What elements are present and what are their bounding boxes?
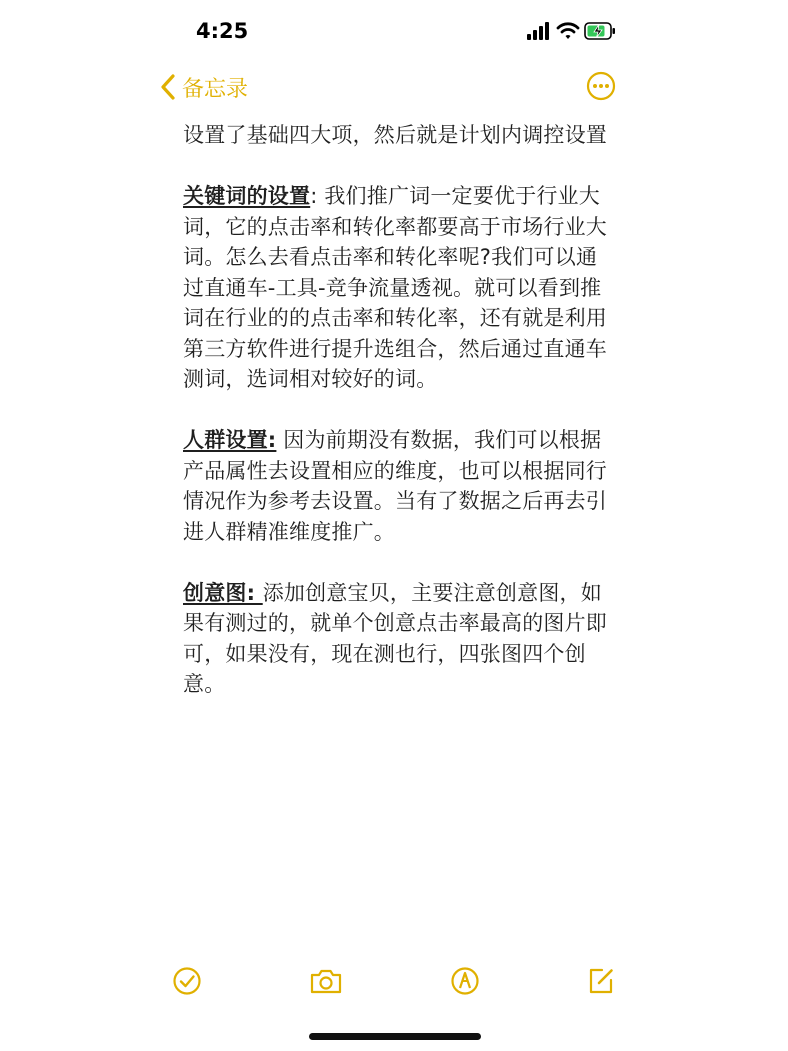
section-body-keyword: : 我们推广词一定要优于行业大词，它的点击率和转化率都要高于市场行业大词。怎么去看点击率和转化率呢?我们可以通过直通车-工具-竞争流量透视。就可以看到推词在行业的的点击率和转化率，还有就是利用第三方软件进行提升选组合，然后通过直通车测词，选词相对较好的词。 [183, 184, 607, 391]
section-body-audience: 因为前期没有数据，我们可以根据产品属性去设置相应的维度，也可以根据同行情况作为参考去设置。当有了数据之后再去引进人群精准维度推广。 [183, 428, 607, 544]
section-body-creative: 添加创意宝贝，主要注意创意图，如果有测过的，就单个创意点击率最高的图片即可，如果没有，现在测也行，四张图四个创意。 [183, 580, 607, 696]
camera-icon[interactable] [309, 966, 343, 996]
compose-icon[interactable] [586, 966, 616, 996]
section-heading-audience: 人群设置: [183, 428, 277, 452]
home-indicator [309, 1033, 481, 1040]
chevron-left-icon [160, 74, 176, 100]
back-button[interactable] [160, 70, 248, 104]
note-intro: 设置了基础四大项，然后就是计划内调控设置 [183, 123, 607, 147]
note-section-audience [183, 425, 608, 547]
checklist-icon[interactable] [172, 966, 202, 996]
battery-charging-icon [584, 21, 616, 41]
ellipsis-circle-icon[interactable] [586, 71, 616, 101]
note-section-keyword [183, 181, 608, 395]
section-heading-creative: 创意图: [183, 580, 263, 605]
wifi-icon [556, 21, 580, 41]
status-time: 4:25 [196, 19, 249, 43]
signal-bars-icon [526, 21, 550, 41]
back-label: 备忘录 [182, 76, 249, 102]
section-heading-keyword: 关键词的设置 [183, 184, 311, 208]
note-section-creative [183, 578, 608, 700]
markup-pen-icon[interactable] [450, 966, 480, 996]
note-body[interactable] [183, 120, 608, 700]
